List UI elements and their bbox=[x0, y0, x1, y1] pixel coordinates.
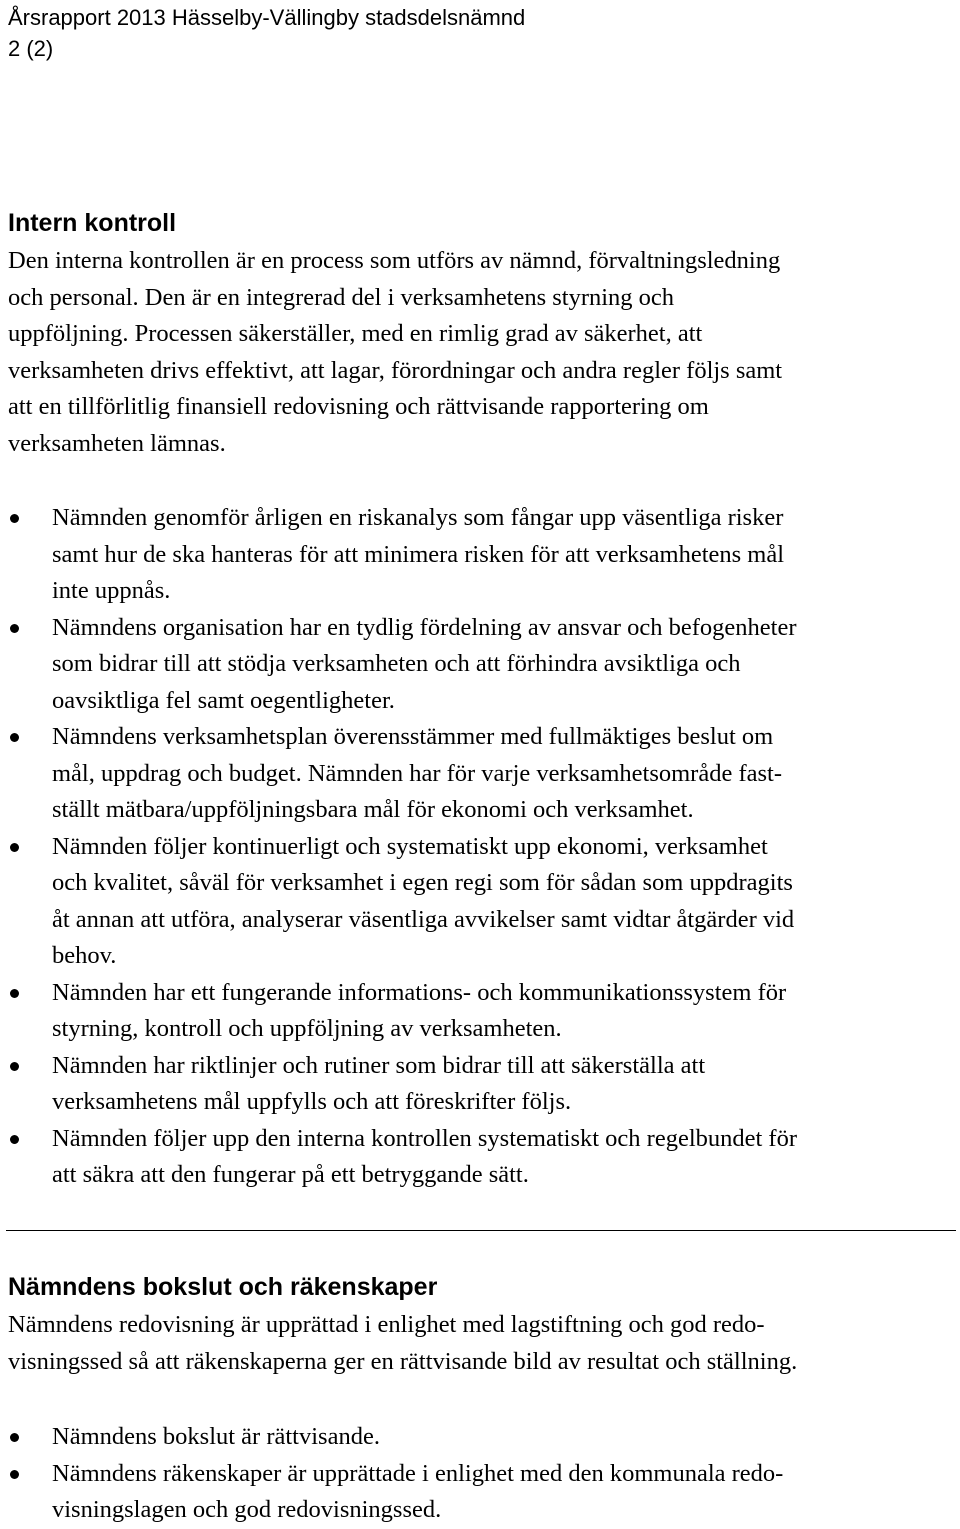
list-item-line: mål, uppdrag och budget. Nämnden har för varje verksamhetsområde fast- bbox=[52, 759, 782, 787]
list-item-line: åt annan att utföra, analyserar väsentliga avvikelser samt vidtar åtgärder vid bbox=[52, 905, 795, 933]
list-item-line: Nämnden har ett fungerande informations- och kommunikationssystem för bbox=[52, 978, 787, 1006]
paragraph-line: Nämndens redovisning är upprättad i enlighet med lagstiftning och god redo- bbox=[8, 1311, 765, 1338]
list-item-line: och kvalitet, såväl för verksamhet i egen regi som för sådan som uppdragits bbox=[52, 869, 793, 896]
list-item-line: Nämndens räkenskaper är upprättade i enlighet med den kommunala redo- bbox=[52, 1459, 784, 1487]
section-heading-bokslut: Nämndens bokslut och räkenskaper bbox=[8, 1273, 438, 1301]
intro-paragraph-intern-kontroll bbox=[8, 243, 782, 462]
list-item bbox=[0, 1456, 783, 1529]
list-item-line: inte uppnås. bbox=[52, 577, 171, 604]
list-item bbox=[0, 829, 797, 975]
bullet-icon bbox=[10, 1062, 19, 1071]
list-item-line: ställt mätbara/uppföljningsbara mål för ekonomi och verksamhet. bbox=[52, 796, 694, 823]
report-title: Årsrapport 2013 Hässelby-Vällingby stadsdelsnämnd bbox=[8, 5, 526, 30]
list-item bbox=[0, 975, 797, 1048]
list-item bbox=[0, 1121, 797, 1194]
list-item bbox=[0, 610, 797, 720]
bullet-icon bbox=[10, 989, 19, 998]
list-item-line: behov. bbox=[52, 942, 117, 969]
bullet-icon bbox=[10, 1433, 19, 1442]
list-item-line: Nämndens organisation har en tydlig fördelning av ansvar och befogenheter bbox=[52, 613, 797, 641]
intro-paragraph-bokslut bbox=[8, 1307, 797, 1380]
list-item-line: Nämnden följer upp den interna kontrollen systematiskt och regelbundet för bbox=[52, 1124, 798, 1152]
section-divider bbox=[6, 1230, 956, 1231]
page-number: 2 (2) bbox=[8, 36, 54, 61]
paragraph-line: verksamheten lämnas. bbox=[8, 429, 226, 457]
bullet-icon bbox=[10, 843, 19, 852]
list-item bbox=[0, 1419, 783, 1456]
bullet-icon bbox=[10, 624, 19, 633]
paragraph-line: och personal. Den är en integrerad del i verksamhetens styrning och bbox=[8, 283, 675, 311]
list-item-line: Nämnden följer kontinuerligt och systematiskt upp ekonomi, verksamhet bbox=[52, 832, 768, 860]
list-item-line: oavsiktliga fel samt oegentligheter. bbox=[52, 686, 395, 714]
list-item-line: samt hur de ska hanteras för att minimera risken för att verksamhetens mål bbox=[52, 540, 785, 568]
bullet-icon bbox=[10, 1470, 19, 1479]
bullet-list-bokslut bbox=[0, 1419, 783, 1529]
section-heading-intern-kontroll: Intern kontroll bbox=[8, 209, 177, 237]
list-item-line: verksamhetens mål uppfylls och att föreskrifter följs. bbox=[52, 1088, 572, 1115]
list-item-line: visningslagen och god redovisningssed. bbox=[52, 1496, 442, 1523]
paragraph-line: Den interna kontrollen är en process som utförs av nämnd, förvaltningsledning bbox=[8, 247, 781, 274]
list-item bbox=[0, 719, 797, 829]
paragraph-line: verksamheten drivs effektivt, att lagar, förordningar och andra regler följs samt bbox=[8, 356, 783, 384]
bullet-icon bbox=[10, 733, 19, 742]
list-item-line: Nämnden genomför årligen en riskanalys som fångar upp väsentliga risker bbox=[52, 504, 784, 531]
list-item-line: Nämnden har riktlinjer och rutiner som bidrar till att säkerställa att bbox=[52, 1051, 706, 1079]
bullet-icon bbox=[10, 514, 19, 523]
bullet-list-intern-kontroll bbox=[0, 500, 797, 1194]
list-item bbox=[0, 500, 797, 610]
paragraph-line: att en tillförlitlig finansiell redovisning och rättvisande rapportering om bbox=[8, 393, 709, 420]
paragraph-line: visningssed så att räkenskaperna ger en rättvisande bild av resultat och ställning. bbox=[8, 1347, 798, 1375]
list-item-line: som bidrar till att stödja verksamheten och att förhindra avsiktliga och bbox=[52, 650, 741, 677]
list-item-line: Nämndens verksamhetsplan överensstämmer med fullmäktiges beslut om bbox=[52, 723, 774, 750]
list-item bbox=[0, 1048, 797, 1121]
list-item-line: Nämndens bokslut är rättvisande. bbox=[52, 1423, 380, 1450]
bullet-icon bbox=[10, 1135, 19, 1144]
list-item-line: att säkra att den fungerar på ett betryggande sätt. bbox=[52, 1161, 529, 1188]
list-item-line: styrning, kontroll och uppföljning av verksamheten. bbox=[52, 1015, 562, 1042]
paragraph-line: uppföljning. Processen säkerställer, med en rimlig grad av säkerhet, att bbox=[8, 320, 703, 347]
